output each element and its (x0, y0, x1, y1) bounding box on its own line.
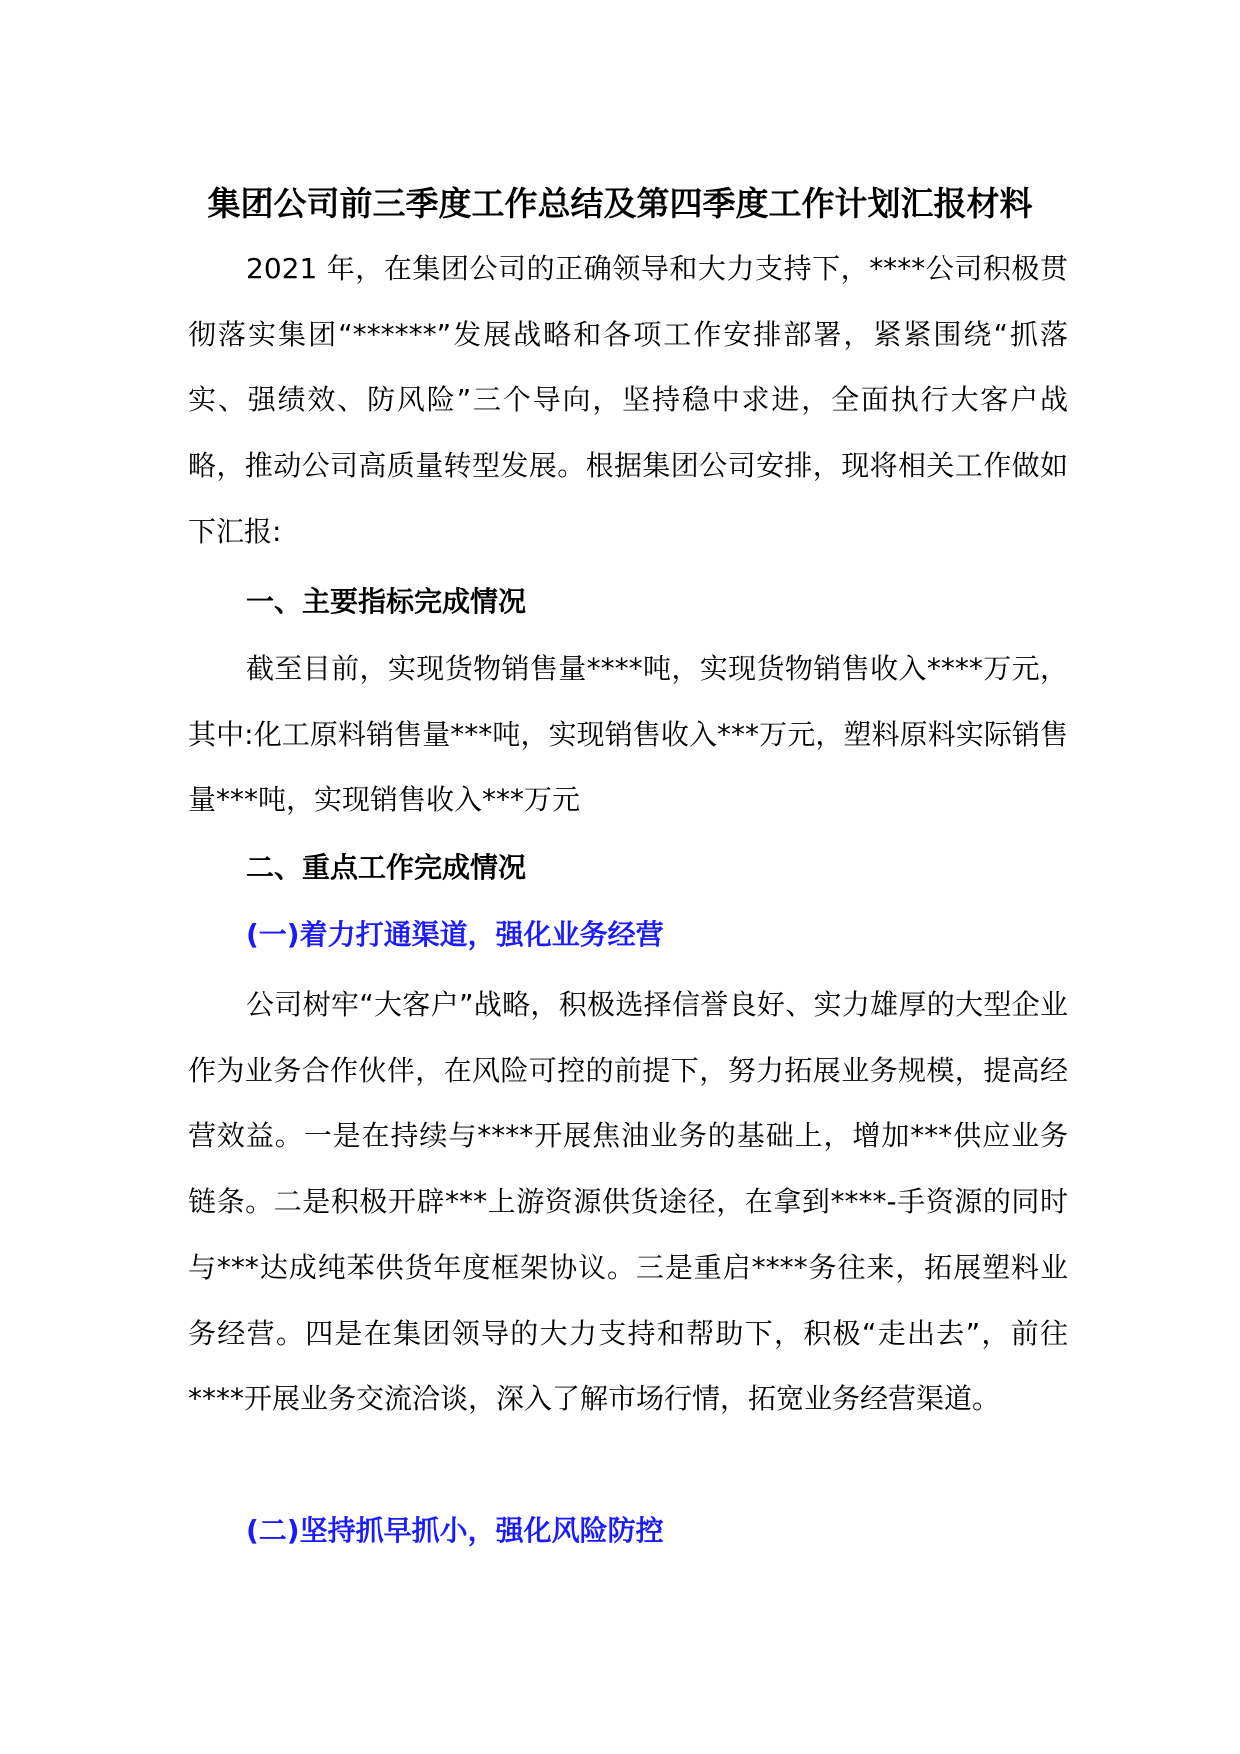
section-2-heading: 二、重点工作完成情况 (246, 851, 527, 884)
intro-paragraph: 2021 年，在集团公司的正确领导和大力支持下，****公司积极贯彻落实集团“******”发展战略和各项工作安排部署，紧紧围绕“抓落实、强绩效、防风险”三个导向，坚持稳中求进，全面执行大客户战略，推动公司高质量转型发展。根据集团公司安排，现将相关工作做如下汇报: (188, 252, 1068, 548)
document-title: 集团公司前三季度工作总结及第四季度工作计划汇报材料 (207, 184, 1033, 223)
section-1-body: 截至目前，实现货物销售量****吨，实现货物销售收入****万元，其中:化工原料销售量***吨，实现销售收入***万元，塑料原料实际销售量***吨，实现销售收入***万元 (188, 652, 1068, 817)
subsection-1-heading: (一)着力打通渠道，强化业务经营 (246, 918, 664, 951)
section-1-heading: 一、主要指标完成情况 (246, 585, 527, 618)
subsection-2-heading: (二)坚持抓早抓小，强化风险防控 (246, 1514, 664, 1547)
subsection-1-body: 公司树牢“大客户”战略，积极选择信誉良好、实力雄厚的大型企业作为业务合作伙伴，在风险可控的前提下，努力拓展业务规模，提高经营效益。一是在持续与****开展焦油业务的基础上，增加***供应业务链条。二是积极开辟***上游资源供货途径，在拿到****-手资源的同时与***达成纯苯供货年度框架协议。三是重启****务往来，拓展塑料业务经营。四是在集团领导的大力支持和帮助下，积极“走出去”，前往****开展业务交流洽谈，深入了解市场行情，拓宽业务经营渠道。 (188, 988, 1068, 1416)
